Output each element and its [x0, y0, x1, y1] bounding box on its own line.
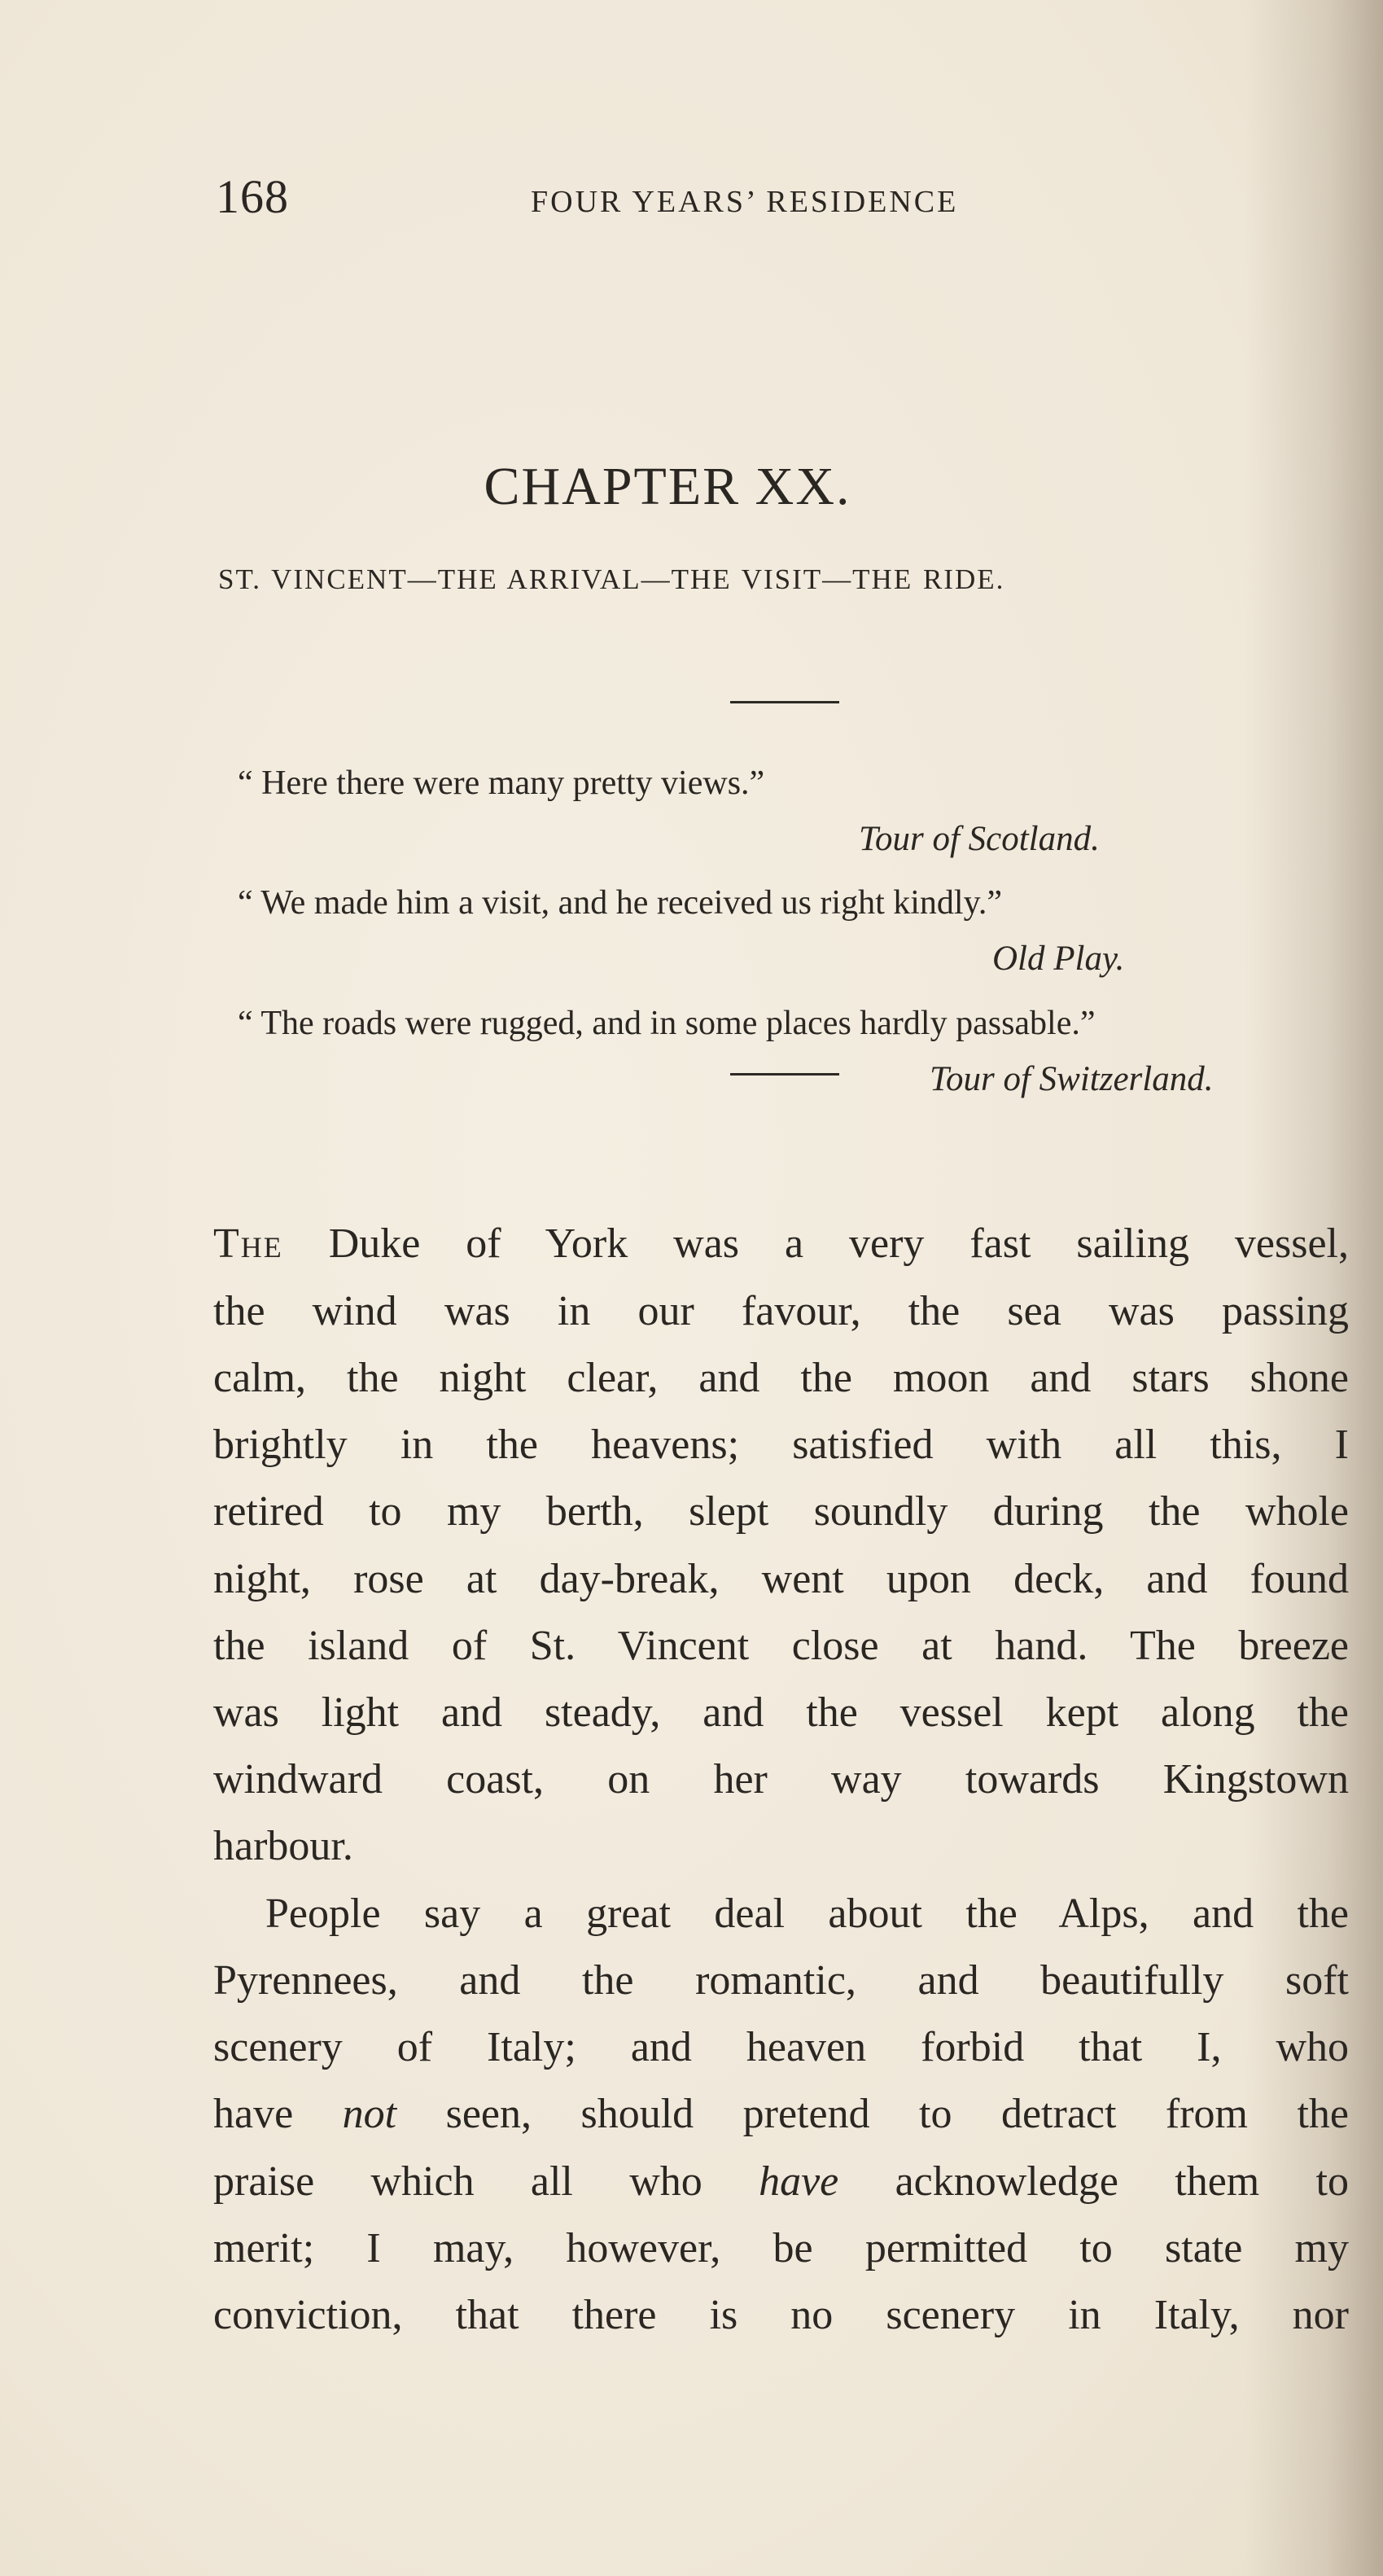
body-line: [213, 1220, 1349, 1267]
body-text: Duke of York was a very fast sailing vessel,: [328, 1220, 1349, 1267]
body-text: acknowledge them to: [895, 2158, 1349, 2205]
body-text: praise which all who: [213, 2158, 702, 2205]
epigraph-quote: “ Here there were many pretty views.”: [238, 764, 765, 802]
running-head: FOUR YEARS’ RESIDENCE: [531, 185, 959, 219]
epigraph-source: Tour of Scotland.: [859, 820, 1100, 858]
body-line: scenery of Italy; and heaven forbid that I, who: [213, 2024, 1349, 2070]
body-line: night, rose at day-break, went upon deck, and found: [213, 1556, 1349, 1602]
chapter-subtitle: ST. VINCENT—THE ARRIVAL—THE VISIT—THE RIDE.: [218, 563, 1005, 595]
epigraph-quote: “ We made him a visit, and he received us right kindly.”: [238, 884, 1003, 922]
body-line: merit; I may, however, be permitted to state my: [213, 2225, 1349, 2272]
body-line: brightly in the heavens; satisfied with all this, I: [213, 1422, 1349, 1468]
emphasis: have: [759, 2158, 839, 2205]
body-line: the wind was in our favour, the sea was passing: [213, 1288, 1349, 1334]
divider-rule: [730, 701, 839, 703]
body-line: conviction, that there is no scenery in Italy, nor: [213, 2292, 1349, 2338]
body-line: windward coast, on her way towards Kingstown: [213, 1756, 1349, 1803]
body-line: [213, 2093, 1349, 2136]
body-line: People say a great deal about the Alps, and the: [265, 1890, 1349, 1937]
body-line: calm, the night clear, and the moon and stars shone: [213, 1355, 1349, 1401]
body-line: [213, 2158, 1349, 2205]
body-text: seen, should pretend to detract from the: [445, 2091, 1349, 2137]
chapter-title: CHAPTER XX.: [484, 457, 851, 516]
epigraph-source: Old Play.: [992, 940, 1125, 978]
epigraph-source: Tour of Switzerland.: [930, 1060, 1214, 1098]
body-line: Pyrennees, and the romantic, and beautifully soft: [213, 1957, 1349, 2004]
emphasis: not: [342, 2091, 397, 2137]
body-text: have: [213, 2091, 294, 2137]
body-line: was light and steady, and the vessel kept along the: [213, 1689, 1349, 1736]
divider-rule: [730, 1073, 839, 1076]
opening-word: The: [213, 1220, 283, 1267]
page-number: 168: [216, 170, 289, 223]
body-line: harbour.: [213, 1823, 353, 1869]
body-line: retired to my berth, slept soundly during the whole: [213, 1488, 1349, 1535]
epigraph-quote: “ The roads were rugged, and in some places hardly passable.”: [238, 1005, 1096, 1042]
body-line: the island of St. Vincent close at hand. The breeze: [213, 1623, 1349, 1669]
